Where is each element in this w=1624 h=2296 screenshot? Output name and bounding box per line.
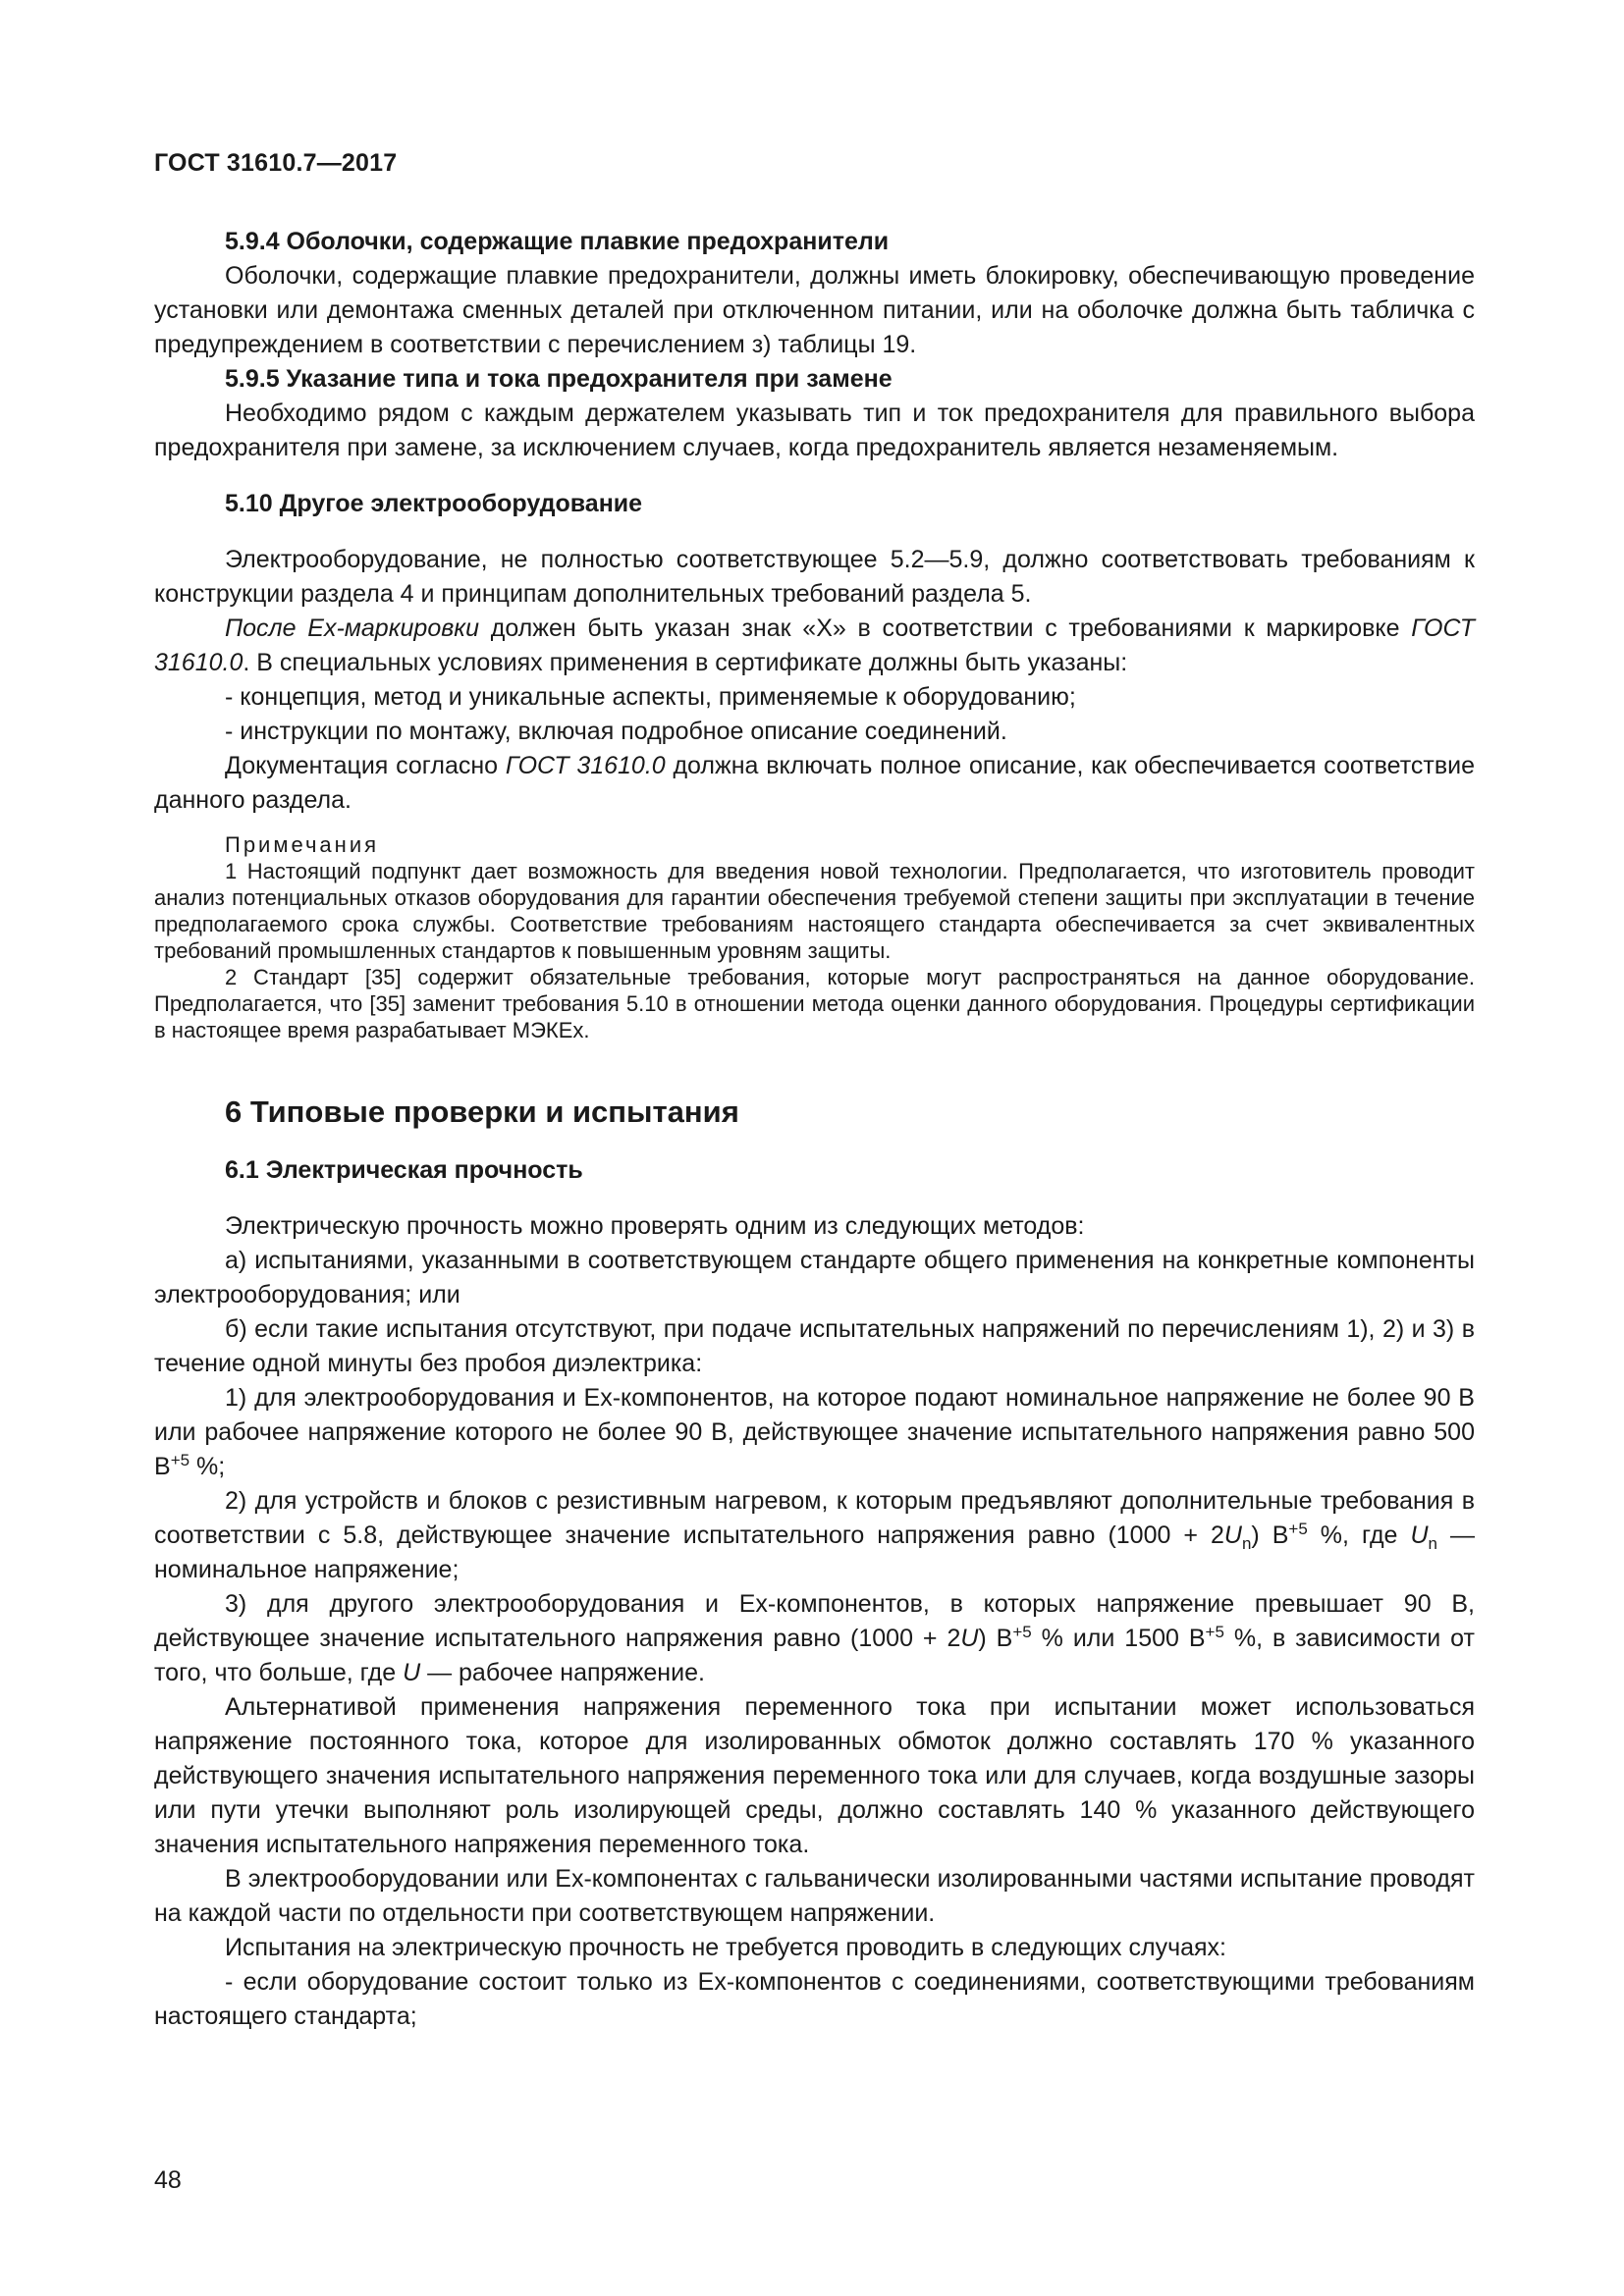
section-6-1-item-b: б) если такие испытания отсутствуют, при подаче испытательных напряжений по перечислениям 1), 2) и 3) в течение одной минуты без пробоя диэлектрика: xyxy=(154,1315,1475,1377)
section-6-1-not-required: Испытания на электрическую прочность не требуется проводить в следующих случаях: xyxy=(225,1934,1226,1961)
section-6-1-subitem-3: 3) для другого электрооборудования и Ex-компонентов, в которых напряжение превышает 90 В, действующее значение испытательного напряжения равно (1000 + 2U) $В^{+5}$ % или 1500 $В^{+5}$ %, в зависимости от того, что больше, где U — рабочее напряжение. xyxy=(154,1590,1475,1686)
section-6-1-galvanic: В электрооборудовании или Ex-компонентах с гальванически изолированными частями испытание проводят на каждой части по отдельности при соответствующем напряжении. xyxy=(154,1865,1475,1927)
section-5-10-dash1: - концепция, метод и уникальные аспекты, применяемые к оборудованию; xyxy=(225,683,1076,711)
section-5-10-para3: Документация согласно ГОСТ 31610.0 должна включать полное описание, как обеспечивается соответствие данного раздела. xyxy=(154,752,1475,814)
section-5-9-4-text: Оболочки, содержащие плавкие предохранители, должны иметь блокировку, обеспечивающую проведение установки или демонтажа сменных деталей при отключенном питании, или на оболочке должна быть табличка с предупреждением в соответствии с перечислением з) таблицы 19. xyxy=(154,262,1475,358)
section-5-10-title: 5.10 Другое электрооборудование xyxy=(225,490,643,517)
section-5-10-para2: После Ex-маркировки должен быть указан знак «Х» в соответствии с требованиями к маркировке ГОСТ 31610.0. В специальных условиях применения в сертификате должны быть указаны: xyxy=(154,614,1475,676)
notes-title: Примечания xyxy=(225,832,380,857)
section-6-1-subitem-2: 2) для устройств и блоков с резистивным нагревом, к которым предъявляют дополнительные требования в соответствии с 5.8, действующее значение испытательного напряжения равно $(1000 + 2U_n)$ $В^{+5}$ %, где $U_n$ — номинальное напряжение; xyxy=(154,1487,1475,1583)
page-body xyxy=(154,225,1475,2034)
section-5-9-5-text: Необходимо рядом с каждым держателем указывать тип и ток предохранителя для правильного выбора предохранителя при замене, за исключением случаев, когда предохранитель является незаменяемым. xyxy=(154,400,1475,461)
section-6-1-subitem-1: 1) для электрооборудования и Ex-компонентов, на которое подают номинальное напряжение не более 90 В или рабочее напряжение которого не более 90 В, действующее значение испытательного напряжения равно 500 $В^{+5}$ %; xyxy=(154,1384,1475,1480)
section-5-10-dash2: - инструкции по монтажу, включая подробное описание соединений. xyxy=(225,718,1007,745)
section-6-1-dash-exception: - если оборудование состоит только из Ex-компонентов с соединениями, соответствующими требованиям настоящего стандарта; xyxy=(154,1968,1475,2030)
section-5-9-4-title: 5.9.4 Оболочки, содержащие плавкие предохранители xyxy=(225,228,890,255)
page-number: 48 xyxy=(154,2166,182,2194)
section-5-9-5-title: 5.9.5 Указание типа и тока предохранителя при замене xyxy=(225,365,893,393)
gost-reference-italic: ГОСТ 31610.0 xyxy=(505,752,666,779)
section-6-title: 6 Типовые проверки и испытания xyxy=(225,1095,739,1129)
note-1: 1 Настоящий подпункт дает возможность для введения новой технологии. Предполагается, что изготовитель проводит анализ потенциальных отказов оборудования для гарантии обеспечения требуемой степени защиты при эксплуатации в течение предполагаемого срока службы. Соответствие требованиям настоящего стандарта обеспечивается за счет эквивалентных требований промышленных стандартов к повышенным уровням защиты. xyxy=(154,859,1475,963)
note-2: 2 Стандарт [35] содержит обязательные требования, которые могут распространяться на данное оборудование. Предполагается, что [35] заменит требования 5.10 в отношении метода оценки данного оборудования. Процедуры сертификации в настоящее время разрабатывает МЭКЕх. xyxy=(154,965,1475,1042)
gost-reference-italic: ГОСТ 31610.0 xyxy=(154,614,1475,676)
document-code-header: ГОСТ 31610.7—2017 xyxy=(154,149,398,177)
section-6-1-dc-alternative: Альтернативой применения напряжения переменного тока при испытании может использоваться напряжение постоянного тока, которое для изолированных обмоток должно составлять 170 % указанного действующего значения испытательного напряжения переменного тока или для случаев, когда воздушные зазоры или пути утечки выполняют роль изолирующей среды, должно составлять 140 % указанного действующего значения испытательного напряжения переменного тока. xyxy=(154,1693,1475,1858)
section-5-10-para1: Электрооборудование, не полностью соответствующее 5.2—5.9, должно соответствовать требованиям к конструкции раздела 4 и принципам дополнительных требований раздела 5. xyxy=(154,546,1475,608)
ex-marking-italic: После Ex-маркировки xyxy=(225,614,479,642)
section-6-1-title: 6.1 Электрическая прочность xyxy=(225,1156,583,1184)
section-6-1-intro: Электрическую прочность можно проверять одним из следующих методов: xyxy=(225,1212,1085,1240)
section-6-1-item-a: а) испытаниями, указанными в соответствующем стандарте общего применения на конкретные компоненты электрооборудования; или xyxy=(154,1247,1475,1308)
